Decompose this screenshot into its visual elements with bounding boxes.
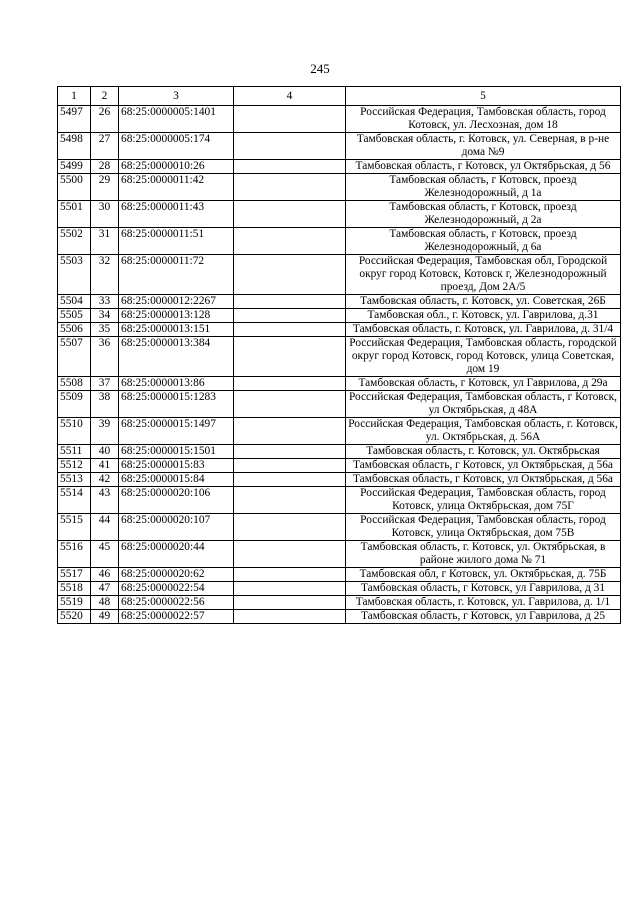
row-number-cell: 5498 <box>58 133 91 160</box>
table-row <box>58 255 621 295</box>
row-number-cell: 5514 <box>58 487 91 514</box>
cadastral-number-cell: 68:25:0000015:1283 <box>119 391 234 418</box>
address-cell: Российская Федерация, Тамбовская обл, Городской округ город Котовск, Котовск г, Железнодорожный проезд, Дом 2А/5 <box>346 255 621 295</box>
row-number-cell: 5497 <box>58 106 91 133</box>
column-4-cell <box>234 228 346 255</box>
table-row <box>58 295 621 309</box>
table-row <box>58 201 621 228</box>
cadastral-number-cell: 68:25:0000015:83 <box>119 459 234 473</box>
table-row <box>58 228 621 255</box>
address-cell: Тамбовская обл, г Котовск, ул. Октябрьская, д. 75Б <box>346 568 621 582</box>
column-4-cell <box>234 309 346 323</box>
item-index-cell: 46 <box>91 568 119 582</box>
column-4-cell <box>234 255 346 295</box>
column-4-cell <box>234 160 346 174</box>
address-cell: Тамбовская область, г Котовск, ул Октябрьская, д 56 <box>346 160 621 174</box>
cadastral-number-cell: 68:25:0000011:72 <box>119 255 234 295</box>
cadastral-number-cell: 68:25:0000005:174 <box>119 133 234 160</box>
column-4-cell <box>234 174 346 201</box>
row-number-cell: 5505 <box>58 309 91 323</box>
table-row <box>58 596 621 610</box>
row-number-cell: 5510 <box>58 418 91 445</box>
cadastral-number-cell: 68:25:0000020:62 <box>119 568 234 582</box>
column-4-cell <box>234 610 346 624</box>
address-cell: Тамбовская область, г Котовск, ул Гаврилова, д 25 <box>346 610 621 624</box>
column-4-cell <box>234 473 346 487</box>
item-index-cell: 38 <box>91 391 119 418</box>
item-index-cell: 44 <box>91 514 119 541</box>
column-header-1: 1 <box>58 87 91 106</box>
item-index-cell: 32 <box>91 255 119 295</box>
row-number-cell: 5501 <box>58 201 91 228</box>
address-cell: Тамбовская область, г Котовск, ул Гаврилова, д 29а <box>346 377 621 391</box>
row-number-cell: 5511 <box>58 445 91 459</box>
address-cell: Российская Федерация, Тамбовская область, город Котовск, улица Октябрьская, дом 75В <box>346 514 621 541</box>
column-header-2: 2 <box>91 87 119 106</box>
table-row <box>58 323 621 337</box>
column-4-cell <box>234 391 346 418</box>
row-number-cell: 5504 <box>58 295 91 309</box>
cadastral-number-cell: 68:25:0000022:54 <box>119 582 234 596</box>
item-index-cell: 29 <box>91 174 119 201</box>
column-4-cell <box>234 201 346 228</box>
column-4-cell <box>234 541 346 568</box>
address-cell: Тамбовская область, г. Котовск, ул. Северная, в р-не дома №9 <box>346 133 621 160</box>
cadastral-number-cell: 68:25:0000011:43 <box>119 201 234 228</box>
table-row <box>58 473 621 487</box>
column-4-cell <box>234 445 346 459</box>
item-index-cell: 26 <box>91 106 119 133</box>
cadastral-number-cell: 68:25:0000022:56 <box>119 596 234 610</box>
address-cell: Тамбовская область, г Котовск, проезд Железнодорожный, д 1а <box>346 174 621 201</box>
row-number-cell: 5509 <box>58 391 91 418</box>
table-row <box>58 174 621 201</box>
column-header-5: 5 <box>346 87 621 106</box>
address-cell: Тамбовская область, г. Котовск, ул. Советская, 26Б <box>346 295 621 309</box>
cadastral-number-cell: 68:25:0000022:57 <box>119 610 234 624</box>
row-number-cell: 5506 <box>58 323 91 337</box>
registry-table <box>57 86 621 624</box>
cadastral-number-cell: 68:25:0000020:44 <box>119 541 234 568</box>
row-number-cell: 5499 <box>58 160 91 174</box>
item-index-cell: 42 <box>91 473 119 487</box>
table-row <box>58 445 621 459</box>
item-index-cell: 48 <box>91 596 119 610</box>
column-4-cell <box>234 568 346 582</box>
row-number-cell: 5519 <box>58 596 91 610</box>
column-4-cell <box>234 133 346 160</box>
item-index-cell: 43 <box>91 487 119 514</box>
cadastral-number-cell: 68:25:0000010:26 <box>119 160 234 174</box>
table-row <box>58 514 621 541</box>
item-index-cell: 39 <box>91 418 119 445</box>
column-header-4: 4 <box>234 87 346 106</box>
address-cell: Тамбовская область, г. Котовск, ул. Октябрьская, в районе жилого дома № 71 <box>346 541 621 568</box>
table-row <box>58 568 621 582</box>
column-4-cell <box>234 377 346 391</box>
cadastral-number-cell: 68:25:0000011:42 <box>119 174 234 201</box>
row-number-cell: 5516 <box>58 541 91 568</box>
row-number-cell: 5500 <box>58 174 91 201</box>
table-row <box>58 487 621 514</box>
table-row <box>58 309 621 323</box>
address-cell: Российская Федерация, Тамбовская область, г. Котовск, ул. Октябрьская, д. 56А <box>346 418 621 445</box>
page-number: 245 <box>310 61 330 76</box>
row-number-cell: 5515 <box>58 514 91 541</box>
item-index-cell: 35 <box>91 323 119 337</box>
table-row <box>58 459 621 473</box>
cadastral-number-cell: 68:25:0000013:151 <box>119 323 234 337</box>
row-number-cell: 5520 <box>58 610 91 624</box>
column-4-cell <box>234 323 346 337</box>
column-4-cell <box>234 418 346 445</box>
row-number-cell: 5508 <box>58 377 91 391</box>
cadastral-number-cell: 68:25:0000020:106 <box>119 487 234 514</box>
item-index-cell: 28 <box>91 160 119 174</box>
item-index-cell: 36 <box>91 337 119 377</box>
cadastral-number-cell: 68:25:0000015:84 <box>119 473 234 487</box>
address-cell: Тамбовская область, г Котовск, ул Гаврилова, д 31 <box>346 582 621 596</box>
column-4-cell <box>234 514 346 541</box>
item-index-cell: 49 <box>91 610 119 624</box>
table-row <box>58 418 621 445</box>
address-cell: Российская Федерация, Тамбовская область, городской округ город Котовск, город Котовск, улица Советская, дом 19 <box>346 337 621 377</box>
table-row <box>58 582 621 596</box>
column-header-3: 3 <box>119 87 234 106</box>
item-index-cell: 27 <box>91 133 119 160</box>
cadastral-number-cell: 68:25:0000015:1497 <box>119 418 234 445</box>
address-cell: Тамбовская область, г. Котовск, ул. Октябрьская <box>346 445 621 459</box>
column-4-cell <box>234 487 346 514</box>
row-number-cell: 5517 <box>58 568 91 582</box>
item-index-cell: 37 <box>91 377 119 391</box>
row-number-cell: 5518 <box>58 582 91 596</box>
address-cell: Российская Федерация, Тамбовская область, город Котовск, улица Октябрьская, дом 75Г <box>346 487 621 514</box>
item-index-cell: 34 <box>91 309 119 323</box>
column-4-cell <box>234 295 346 309</box>
column-4-cell <box>234 106 346 133</box>
address-cell: Тамбовская область, г Котовск, проезд Железнодорожный, д 6а <box>346 228 621 255</box>
row-number-cell: 5503 <box>58 255 91 295</box>
column-4-cell <box>234 337 346 377</box>
item-index-cell: 45 <box>91 541 119 568</box>
item-index-cell: 41 <box>91 459 119 473</box>
address-cell: Тамбовская область, г. Котовск, ул. Гаврилова, д. 1/1 <box>346 596 621 610</box>
cadastral-number-cell: 68:25:0000013:86 <box>119 377 234 391</box>
table-header-row <box>58 87 621 106</box>
address-cell: Тамбовская обл., г. Котовск, ул. Гаврилова, д.31 <box>346 309 621 323</box>
item-index-cell: 30 <box>91 201 119 228</box>
table-row <box>58 391 621 418</box>
table-row <box>58 377 621 391</box>
row-number-cell: 5513 <box>58 473 91 487</box>
row-number-cell: 5512 <box>58 459 91 473</box>
table-row <box>58 133 621 160</box>
column-4-cell <box>234 582 346 596</box>
column-4-cell <box>234 459 346 473</box>
table-row <box>58 106 621 133</box>
cadastral-number-cell: 68:25:0000020:107 <box>119 514 234 541</box>
cadastral-number-cell: 68:25:0000005:1401 <box>119 106 234 133</box>
cadastral-number-cell: 68:25:0000011:51 <box>119 228 234 255</box>
address-cell: Российская Федерация, Тамбовская область, город Котовск, ул. Лесхозная, дом 18 <box>346 106 621 133</box>
item-index-cell: 47 <box>91 582 119 596</box>
address-cell: Тамбовская область, г Котовск, ул Октябрьская, д 56а <box>346 459 621 473</box>
address-cell: Тамбовская область, г Котовск, ул Октябрьская, д 56а <box>346 473 621 487</box>
item-index-cell: 31 <box>91 228 119 255</box>
table-row <box>58 337 621 377</box>
table-row <box>58 610 621 624</box>
table-row <box>58 160 621 174</box>
item-index-cell: 33 <box>91 295 119 309</box>
cadastral-number-cell: 68:25:0000013:128 <box>119 309 234 323</box>
column-4-cell <box>234 596 346 610</box>
row-number-cell: 5502 <box>58 228 91 255</box>
cadastral-number-cell: 68:25:0000015:1501 <box>119 445 234 459</box>
cadastral-number-cell: 68:25:0000013:384 <box>119 337 234 377</box>
address-cell: Российская Федерация, Тамбовская область, г Котовск, ул Октябрьская, д 48А <box>346 391 621 418</box>
address-cell: Тамбовская область, г Котовск, проезд Железнодорожный, д 2а <box>346 201 621 228</box>
row-number-cell: 5507 <box>58 337 91 377</box>
table-row <box>58 541 621 568</box>
table-body <box>58 106 621 624</box>
address-cell: Тамбовская область, г. Котовск, ул. Гаврилова, д. 31/4 <box>346 323 621 337</box>
item-index-cell: 40 <box>91 445 119 459</box>
cadastral-number-cell: 68:25:0000012:2267 <box>119 295 234 309</box>
